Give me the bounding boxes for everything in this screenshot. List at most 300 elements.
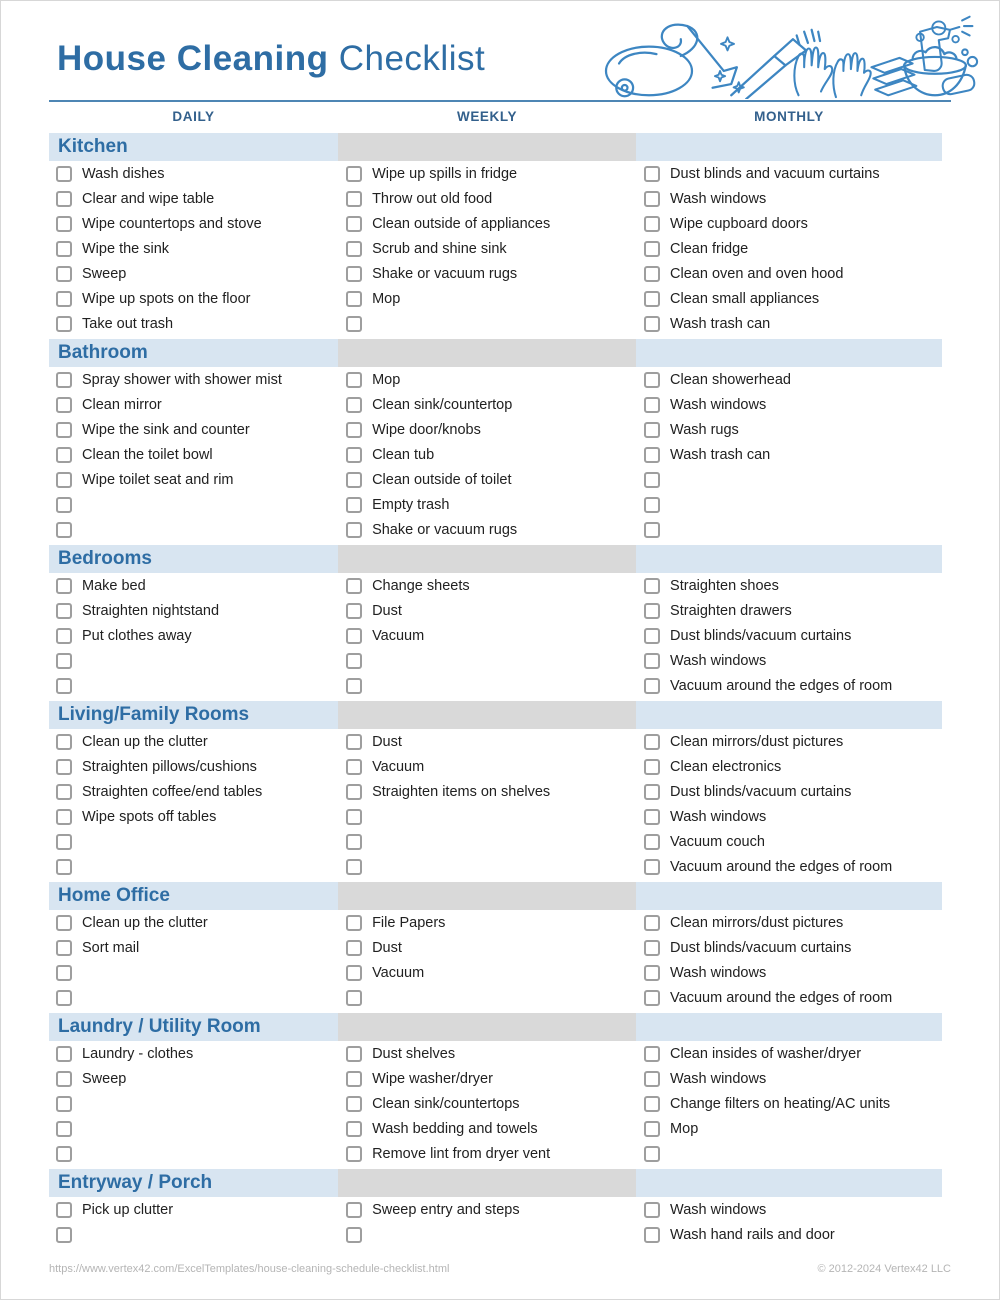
checkbox[interactable]: [644, 1202, 660, 1218]
checkbox[interactable]: [56, 940, 72, 956]
section-band-daily: [49, 1169, 338, 1197]
checkbox[interactable]: [56, 316, 72, 332]
checkbox[interactable]: [644, 216, 660, 232]
checklist-item: [338, 392, 636, 417]
item-label: Scrub and shine sink: [372, 240, 507, 257]
column-header-daily: DAILY: [172, 108, 215, 124]
checkbox[interactable]: [644, 809, 660, 825]
checkbox[interactable]: [56, 1096, 72, 1112]
item-label: Clear and wipe table: [82, 190, 215, 207]
checkbox[interactable]: [644, 447, 660, 463]
cleaning-illustration: [579, 13, 991, 99]
checkbox[interactable]: [346, 578, 362, 594]
checkbox[interactable]: [56, 759, 72, 775]
checkbox[interactable]: [346, 1096, 362, 1112]
checkbox[interactable]: [56, 266, 72, 282]
section-column-monthly: [636, 161, 942, 336]
section-column-monthly: [636, 1197, 942, 1247]
checklist-item: [636, 417, 942, 442]
column-headers: [49, 102, 942, 130]
checkbox[interactable]: [56, 809, 72, 825]
checklist-item: [338, 598, 636, 623]
item-label: Change sheets: [372, 577, 470, 594]
page-footer: [49, 1263, 951, 1275]
checkbox[interactable]: [644, 472, 660, 488]
checkbox[interactable]: [346, 1071, 362, 1087]
item-label: Sweep: [82, 265, 127, 282]
checklist-item-empty: [338, 804, 636, 829]
checkbox[interactable]: [56, 859, 72, 875]
item-label: Wipe up spots on the floor: [82, 290, 251, 307]
section-laundry-utility-room: [49, 1013, 942, 1166]
checklist-item: [338, 161, 636, 186]
checkbox[interactable]: [644, 578, 660, 594]
checkbox[interactable]: [56, 653, 72, 669]
checklist-item-empty: [338, 648, 636, 673]
checklist-item: [636, 367, 942, 392]
checkbox[interactable]: [346, 447, 362, 463]
checkbox[interactable]: [346, 678, 362, 694]
checklist-item-empty: [338, 854, 636, 879]
checklist-item: [338, 1141, 636, 1166]
checkbox[interactable]: [346, 940, 362, 956]
checkbox[interactable]: [346, 1146, 362, 1162]
checklist-item: [636, 1222, 942, 1247]
checklist-item: [636, 779, 942, 804]
checkbox[interactable]: [56, 915, 72, 931]
section-band-weekly: [338, 1013, 636, 1041]
section-title: Bedrooms: [58, 548, 152, 569]
checkbox[interactable]: [644, 1071, 660, 1087]
checkbox[interactable]: [346, 166, 362, 182]
checkbox[interactable]: [644, 1146, 660, 1162]
checkbox[interactable]: [346, 784, 362, 800]
checkbox[interactable]: [644, 628, 660, 644]
checkbox[interactable]: [56, 1046, 72, 1062]
checkbox[interactable]: [644, 497, 660, 513]
item-label: Wipe up spills in fridge: [372, 165, 518, 182]
section-header-band: [49, 133, 942, 161]
checklist-item: [338, 417, 636, 442]
section-title: Laundry / Utility Room: [58, 1016, 261, 1037]
checklist-item: [49, 392, 338, 417]
section-column-monthly: [636, 729, 942, 879]
checklist-item: [338, 442, 636, 467]
checklist-item: [49, 286, 338, 311]
checkbox[interactable]: [644, 191, 660, 207]
checkbox[interactable]: [644, 316, 660, 332]
checklist-item: [636, 960, 942, 985]
checkbox[interactable]: [346, 522, 362, 538]
checkbox[interactable]: [644, 166, 660, 182]
item-label: Clean sink/countertop: [372, 396, 513, 413]
checklist-item: [636, 1197, 942, 1222]
item-label: Wash windows: [670, 964, 767, 981]
checkbox[interactable]: [644, 915, 660, 931]
section-column-weekly: [338, 910, 636, 1010]
item-label: Mop: [670, 1120, 699, 1137]
checkbox[interactable]: [346, 472, 362, 488]
checklist-item: [636, 754, 942, 779]
checklist-item: [338, 1116, 636, 1141]
checkbox[interactable]: [644, 1121, 660, 1137]
checkbox[interactable]: [644, 834, 660, 850]
section-title: Home Office: [58, 885, 170, 906]
checkbox[interactable]: [644, 965, 660, 981]
checklist-item-empty: [49, 985, 338, 1010]
item-label: Clean small appliances: [670, 290, 820, 307]
section-band-daily: [49, 882, 338, 910]
checkbox[interactable]: [56, 1071, 72, 1087]
section-band-daily: [49, 545, 338, 573]
checklist-item: [49, 467, 338, 492]
checklist-item-empty: [338, 1222, 636, 1247]
checkbox[interactable]: [644, 372, 660, 388]
checklist-item-empty: [338, 311, 636, 336]
checklist-item: [49, 754, 338, 779]
checkbox[interactable]: [346, 759, 362, 775]
section-column-daily: [49, 1197, 338, 1247]
item-label: Straighten drawers: [670, 602, 792, 619]
item-label: Clean insides of washer/dryer: [670, 1045, 862, 1062]
checkbox[interactable]: [644, 603, 660, 619]
section-band-monthly: [636, 545, 942, 573]
checkbox[interactable]: [56, 990, 72, 1006]
section-column-weekly: [338, 1041, 636, 1166]
item-label: Sweep: [82, 1070, 127, 1087]
item-label: Wipe the sink: [82, 240, 170, 257]
checkbox[interactable]: [346, 915, 362, 931]
item-label: Shake or vacuum rugs: [372, 265, 518, 282]
checkbox[interactable]: [56, 1227, 72, 1243]
checkbox[interactable]: [346, 422, 362, 438]
checkbox[interactable]: [644, 940, 660, 956]
section-band-weekly: [338, 133, 636, 161]
section-band-weekly: [338, 545, 636, 573]
checkbox[interactable]: [56, 522, 72, 538]
checkbox[interactable]: [644, 1227, 660, 1243]
checklist-item: [636, 804, 942, 829]
checklist-item: [338, 754, 636, 779]
checkbox[interactable]: [56, 1121, 72, 1137]
section-band-monthly: [636, 339, 942, 367]
section-body: [49, 729, 942, 879]
gloves-icon: [794, 48, 870, 98]
checkbox[interactable]: [644, 1096, 660, 1112]
checkbox[interactable]: [56, 734, 72, 750]
item-label: Make bed: [82, 577, 146, 594]
checklist-item: [49, 311, 338, 336]
checklist-item-empty: [49, 517, 338, 542]
checkbox[interactable]: [56, 291, 72, 307]
checkbox[interactable]: [56, 241, 72, 257]
item-label: Straighten pillows/cushions: [82, 758, 257, 775]
checkbox[interactable]: [346, 216, 362, 232]
checkbox[interactable]: [346, 834, 362, 850]
section-header-band: [49, 882, 942, 910]
checklist-item: [338, 573, 636, 598]
item-label: Put clothes away: [82, 627, 192, 644]
checkbox[interactable]: [644, 784, 660, 800]
section-column-weekly: [338, 1197, 636, 1247]
checklist-item: [338, 186, 636, 211]
section-band-weekly: [338, 1169, 636, 1197]
item-label: Wipe toilet seat and rim: [82, 471, 234, 488]
item-label: Clean outside of toilet: [372, 471, 512, 488]
checkbox[interactable]: [346, 1202, 362, 1218]
item-label: Dust blinds/vacuum curtains: [670, 939, 852, 956]
checklist-item: [636, 1091, 942, 1116]
checklist-item: [338, 492, 636, 517]
checklist-item: [636, 935, 942, 960]
checkbox[interactable]: [56, 497, 72, 513]
section-entryway-porch: [49, 1169, 942, 1247]
checklist-item: [636, 854, 942, 879]
item-label: Clean oven and oven hood: [670, 265, 844, 282]
item-label: Dust: [372, 939, 402, 956]
checkbox[interactable]: [56, 166, 72, 182]
section-column-daily: [49, 367, 338, 542]
checklist-item: [338, 1091, 636, 1116]
checkbox[interactable]: [644, 734, 660, 750]
checklist-item: [636, 829, 942, 854]
checklist-item: [636, 211, 942, 236]
item-label: Dust blinds/vacuum curtains: [670, 627, 852, 644]
checkbox[interactable]: [346, 316, 362, 332]
checkbox[interactable]: [346, 859, 362, 875]
item-label: Wash hand rails and door: [670, 1226, 835, 1243]
checkbox[interactable]: [346, 191, 362, 207]
section-bathroom: [49, 339, 942, 542]
section-band-weekly: [338, 339, 636, 367]
section-column-daily: [49, 910, 338, 1010]
page-title-bold: House Cleaning: [57, 39, 329, 78]
checkbox[interactable]: [56, 472, 72, 488]
checkbox[interactable]: [346, 809, 362, 825]
checklist-item-empty: [636, 517, 942, 542]
item-label: Clean showerhead: [670, 371, 791, 388]
checklist-item-empty: [49, 1116, 338, 1141]
checkbox[interactable]: [56, 447, 72, 463]
checkbox[interactable]: [644, 1046, 660, 1062]
checklist-item: [636, 161, 942, 186]
section-column-monthly: [636, 573, 942, 698]
item-label: Wash windows: [670, 190, 767, 207]
item-label: Clean up the clutter: [82, 914, 208, 931]
checkbox[interactable]: [346, 990, 362, 1006]
checkbox[interactable]: [56, 784, 72, 800]
checklist-item: [49, 729, 338, 754]
checklist-item: [338, 286, 636, 311]
section-title: Entryway / Porch: [58, 1172, 213, 1193]
checkbox[interactable]: [346, 603, 362, 619]
section-band-monthly: [636, 1013, 942, 1041]
checklist-item-empty: [636, 467, 942, 492]
section-column-monthly: [636, 367, 942, 542]
checkbox[interactable]: [56, 422, 72, 438]
item-label: Clean mirror: [82, 396, 162, 413]
checkbox[interactable]: [644, 266, 660, 282]
checklist-item: [49, 367, 338, 392]
checkbox[interactable]: [346, 653, 362, 669]
section-band-weekly: [338, 882, 636, 910]
checkbox[interactable]: [346, 1046, 362, 1062]
item-label: Wash windows: [670, 1070, 767, 1087]
section-body: [49, 367, 942, 542]
checklist-item: [636, 598, 942, 623]
section-band-monthly: [636, 1169, 942, 1197]
checklist-item-empty: [49, 1141, 338, 1166]
item-label: Wash windows: [670, 652, 767, 669]
checkbox[interactable]: [644, 397, 660, 413]
item-label: Straighten shoes: [670, 577, 779, 594]
checkbox[interactable]: [56, 397, 72, 413]
checkbox[interactable]: [346, 1227, 362, 1243]
item-label: Wipe countertops and stove: [82, 215, 262, 232]
checklist-item: [49, 442, 338, 467]
section-body: [49, 1197, 942, 1247]
checkbox[interactable]: [56, 372, 72, 388]
section-body: [49, 910, 942, 1010]
section-column-weekly: [338, 729, 636, 879]
column-header-monthly: MONTHLY: [754, 108, 824, 124]
section-column-daily: [49, 161, 338, 336]
checklist-item-empty: [338, 985, 636, 1010]
checklist-item: [636, 392, 942, 417]
checkbox[interactable]: [56, 1202, 72, 1218]
checklist-item: [49, 417, 338, 442]
column-header-weekly: WEEKLY: [456, 108, 518, 124]
section-column-daily: [49, 1041, 338, 1166]
checkbox[interactable]: [644, 859, 660, 875]
footer-copyright: © 2012-2024 Vertex42 LLC: [817, 1263, 951, 1275]
checklist-item-empty: [49, 673, 338, 698]
section-band-daily: [49, 133, 338, 161]
item-label: Vacuum: [372, 758, 425, 775]
checkbox[interactable]: [644, 522, 660, 538]
checkbox[interactable]: [346, 1121, 362, 1137]
checklist-item: [338, 729, 636, 754]
checklist-item: [49, 161, 338, 186]
checkbox[interactable]: [346, 241, 362, 257]
section-title: Kitchen: [58, 136, 128, 157]
checkbox[interactable]: [56, 834, 72, 850]
checkbox[interactable]: [346, 397, 362, 413]
checklist-item: [49, 186, 338, 211]
item-label: Clean fridge: [670, 240, 749, 257]
item-label: Change filters on heating/AC units: [670, 1095, 891, 1112]
checkbox[interactable]: [644, 422, 660, 438]
checkbox[interactable]: [346, 628, 362, 644]
checkbox[interactable]: [644, 241, 660, 257]
item-label: Vacuum around the edges of room: [670, 858, 893, 875]
item-label: File Papers: [372, 914, 446, 931]
section-band-monthly: [636, 133, 942, 161]
section-column-monthly: [636, 1041, 942, 1166]
checklist-item: [636, 261, 942, 286]
section-home-office: [49, 882, 942, 1010]
checklist-item: [49, 910, 338, 935]
checklist-item-empty: [636, 492, 942, 517]
checkbox[interactable]: [346, 734, 362, 750]
item-label: Vacuum: [372, 627, 425, 644]
checkbox[interactable]: [644, 678, 660, 694]
checklist-item: [49, 598, 338, 623]
checklist-item: [49, 236, 338, 261]
checklist-item: [49, 1066, 338, 1091]
checklist-item: [338, 367, 636, 392]
checklist-item: [636, 1041, 942, 1066]
item-label: Take out trash: [82, 315, 174, 332]
section-band-daily: [49, 701, 338, 729]
checkbox[interactable]: [56, 603, 72, 619]
item-label: Dust shelves: [372, 1045, 456, 1062]
checklist-item-empty: [49, 1222, 338, 1247]
checklist-item-empty: [49, 854, 338, 879]
footer-url-link[interactable]: https://www.vertex42.com/ExcelTemplates/house-cleaning-schedule-checklist.html: [49, 1263, 450, 1275]
section-band-daily: [49, 339, 338, 367]
checklist-item: [338, 1197, 636, 1222]
checklist-item-empty: [49, 829, 338, 854]
page-header: [49, 1, 951, 102]
item-label: Laundry - clothes: [82, 1045, 194, 1062]
checkbox[interactable]: [56, 628, 72, 644]
checklist-item: [636, 729, 942, 754]
checkbox[interactable]: [644, 653, 660, 669]
checklist-item: [338, 935, 636, 960]
checkbox[interactable]: [644, 990, 660, 1006]
checkbox[interactable]: [56, 216, 72, 232]
checklist-item: [49, 261, 338, 286]
item-label: Wash bedding and towels: [372, 1120, 538, 1137]
checklist-item: [338, 960, 636, 985]
section-column-weekly: [338, 367, 636, 542]
section-band-monthly: [636, 882, 942, 910]
checkbox[interactable]: [644, 759, 660, 775]
checklist-item: [338, 623, 636, 648]
item-label: Clean tub: [372, 446, 435, 463]
checklist-item: [636, 286, 942, 311]
item-label: Wash windows: [670, 1201, 767, 1218]
checklist-item: [338, 467, 636, 492]
item-label: Empty trash: [372, 496, 450, 513]
checkbox[interactable]: [56, 1146, 72, 1162]
checkbox[interactable]: [56, 191, 72, 207]
checklist-item: [49, 1041, 338, 1066]
item-label: Clean electronics: [670, 758, 782, 775]
checkbox[interactable]: [346, 965, 362, 981]
section-column-weekly: [338, 573, 636, 698]
item-label: Spray shower with shower mist: [82, 371, 282, 388]
checkbox[interactable]: [346, 372, 362, 388]
item-label: Wash rugs: [670, 421, 739, 438]
section-header-band: [49, 701, 942, 729]
checklist-item: [636, 1066, 942, 1091]
section-header-band: [49, 1169, 942, 1197]
checkbox[interactable]: [644, 291, 660, 307]
section-kitchen: [49, 133, 942, 336]
checkbox[interactable]: [346, 266, 362, 282]
item-label: Straighten items on shelves: [372, 783, 551, 800]
section-title: Living/Family Rooms: [58, 704, 250, 725]
item-label: Clean up the clutter: [82, 733, 208, 750]
section-body: [49, 573, 942, 698]
checkbox[interactable]: [346, 291, 362, 307]
checkbox[interactable]: [346, 497, 362, 513]
checkbox[interactable]: [56, 678, 72, 694]
checkbox[interactable]: [56, 578, 72, 594]
checkbox[interactable]: [56, 965, 72, 981]
